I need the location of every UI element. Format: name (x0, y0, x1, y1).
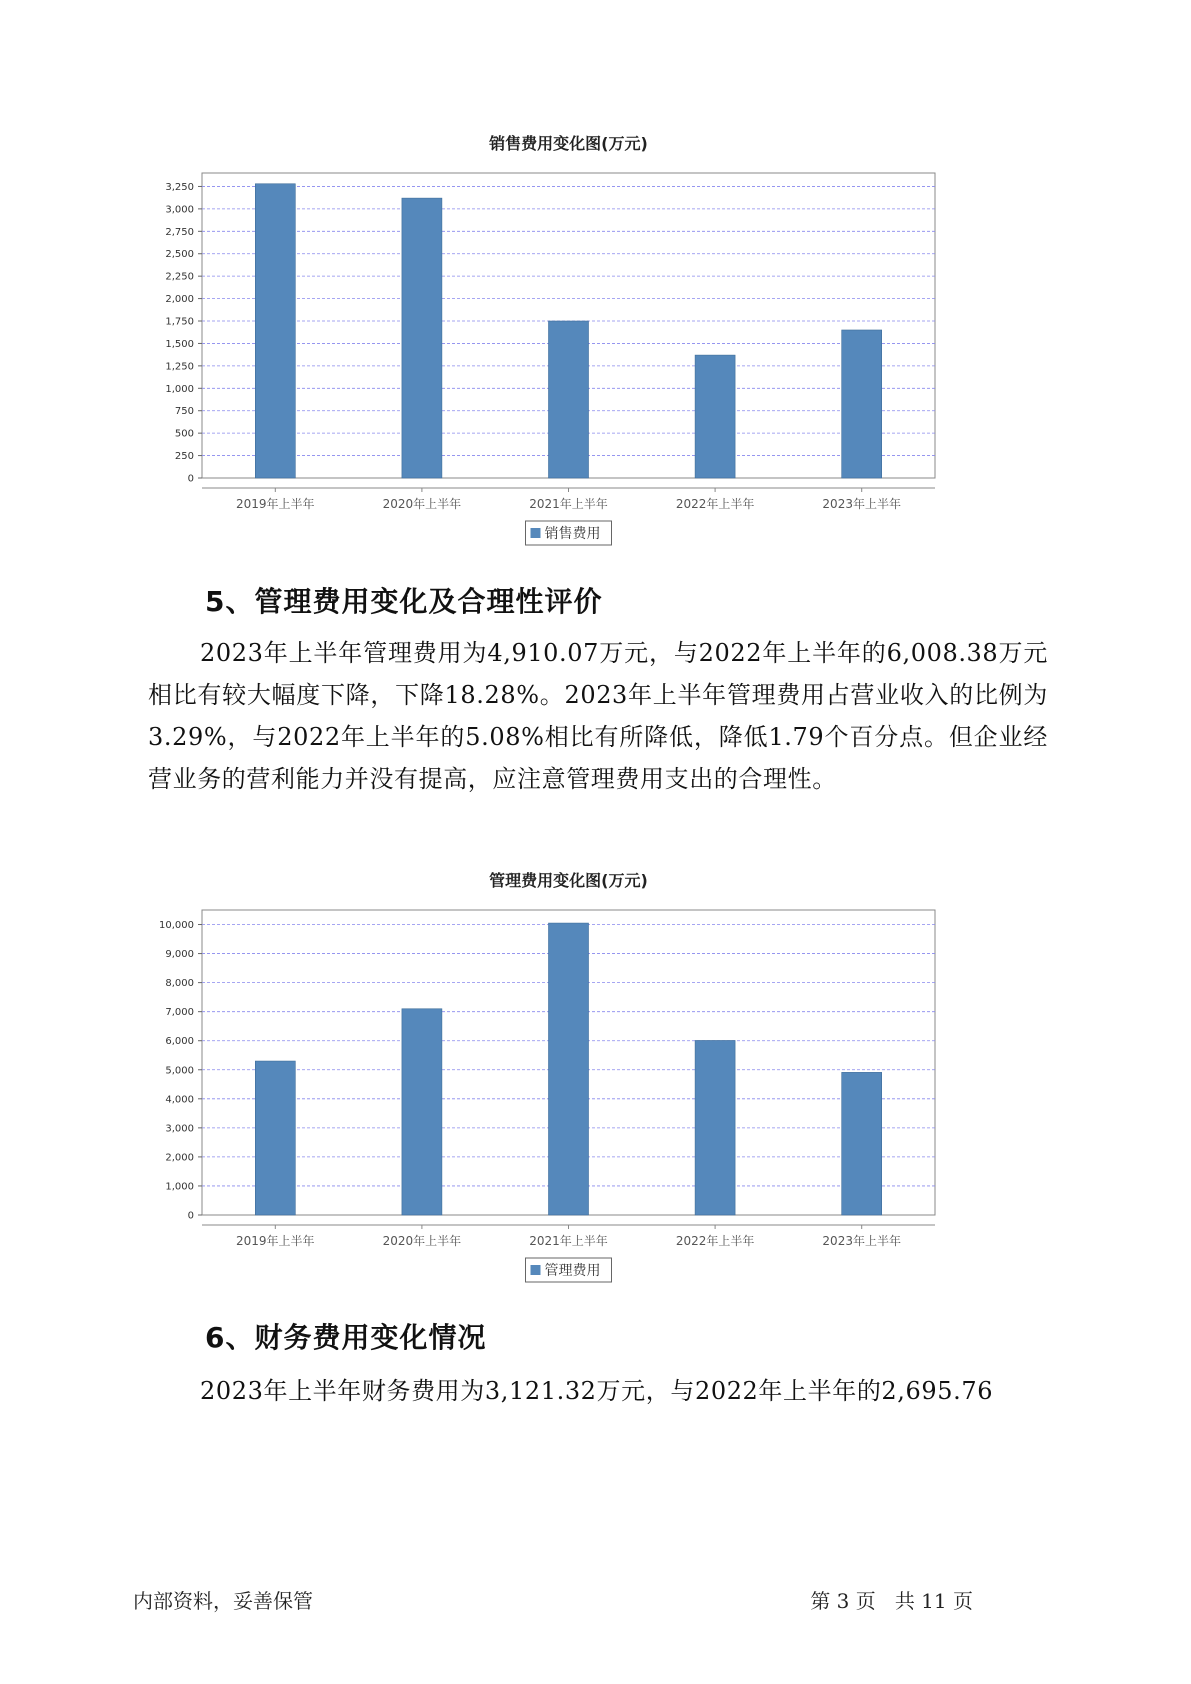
section-5-paragraph: 2023年上半年管理费用为4,910.07万元，与2022年上半年的6,008.38万元相比有较大幅度下降，下降18.28%。2023年上半年管理费用占营业收入的比例为3.29%，与2022年上半年的5.08%相比有所降低，降低1.79个百分点。但企业经营业务的营利能力并没有提高，应注意管理费用支出的合理性。 (148, 639, 1048, 793)
bar (549, 923, 589, 1215)
bar (695, 355, 735, 478)
bar (695, 1040, 735, 1215)
bar (255, 1061, 295, 1215)
y-tick-label: 2,000 (165, 1152, 194, 1164)
bar (402, 1009, 442, 1215)
chart-title: 管理费用变化图(万元) (489, 871, 648, 890)
bar (402, 198, 442, 478)
y-tick-label: 3,250 (165, 181, 194, 193)
footer-page-number: 第 3 页 共 11 页 (810, 1589, 973, 1613)
y-tick-label: 2,500 (165, 249, 194, 261)
x-tick-label: 2022年上半年 (675, 1234, 755, 1248)
x-tick-label: 2022年上半年 (675, 497, 755, 511)
y-tick-label: 1,000 (165, 383, 194, 395)
sales-expense-chart (150, 125, 1030, 555)
y-tick-label: 500 (174, 428, 194, 440)
x-tick-label: 2021年上半年 (529, 497, 608, 511)
y-tick-label: 2,000 (165, 294, 194, 306)
y-tick-label: 2,250 (165, 271, 194, 283)
x-tick-label: 2023年上半年 (822, 1234, 901, 1248)
y-tick-label: 1,500 (165, 338, 194, 350)
bar (549, 321, 589, 478)
admin-expense-chart-svg (150, 862, 1030, 1292)
y-tick-label: 750 (174, 406, 194, 418)
y-tick-label: 3,000 (165, 204, 194, 216)
legend-label: 管理费用 (544, 1263, 601, 1279)
y-tick-label: 250 (174, 451, 194, 463)
y-tick-label: 9,000 (165, 949, 194, 961)
admin-expense-chart (150, 862, 1030, 1292)
y-tick-label: 5,000 (165, 1065, 194, 1077)
bar (842, 1072, 882, 1215)
y-tick-label: 1,750 (165, 316, 194, 328)
y-tick-label: 7,000 (165, 1007, 194, 1019)
section-6-paragraph: 2023年上半年财务费用为3,121.32万元，与2022年上半年的2,695.76 (200, 1377, 994, 1405)
section-5-heading: 5、管理费用变化及合理性评价 (205, 585, 603, 618)
legend-label: 销售费用 (544, 526, 601, 542)
y-tick-label: 10,000 (159, 920, 194, 932)
y-tick-label: 0 (187, 473, 194, 485)
legend-swatch (531, 528, 541, 538)
x-tick-label: 2023年上半年 (822, 497, 901, 511)
y-tick-label: 6,000 (165, 1036, 194, 1048)
y-tick-label: 8,000 (165, 978, 194, 990)
bar (842, 330, 882, 478)
y-tick-label: 4,000 (165, 1094, 194, 1106)
bar (255, 184, 295, 478)
y-tick-label: 0 (187, 1210, 194, 1222)
x-tick-label: 2021年上半年 (529, 1234, 608, 1248)
x-tick-label: 2019年上半年 (236, 497, 315, 511)
sales-expense-chart-svg (150, 125, 1030, 555)
y-tick-label: 3,000 (165, 1123, 194, 1135)
y-tick-label: 2,750 (165, 226, 194, 238)
y-tick-label: 1,250 (165, 361, 194, 373)
legend-swatch (531, 1265, 541, 1275)
section-6-heading: 6、财务费用变化情况 (205, 1321, 487, 1354)
footer-confidential-note: 内部资料，妥善保管 (133, 1589, 313, 1613)
x-tick-label: 2020年上半年 (382, 1234, 462, 1248)
x-tick-label: 2019年上半年 (236, 1234, 315, 1248)
y-tick-label: 1,000 (165, 1181, 194, 1193)
chart-title: 销售费用变化图(万元) (489, 134, 648, 153)
x-tick-label: 2020年上半年 (382, 497, 462, 511)
